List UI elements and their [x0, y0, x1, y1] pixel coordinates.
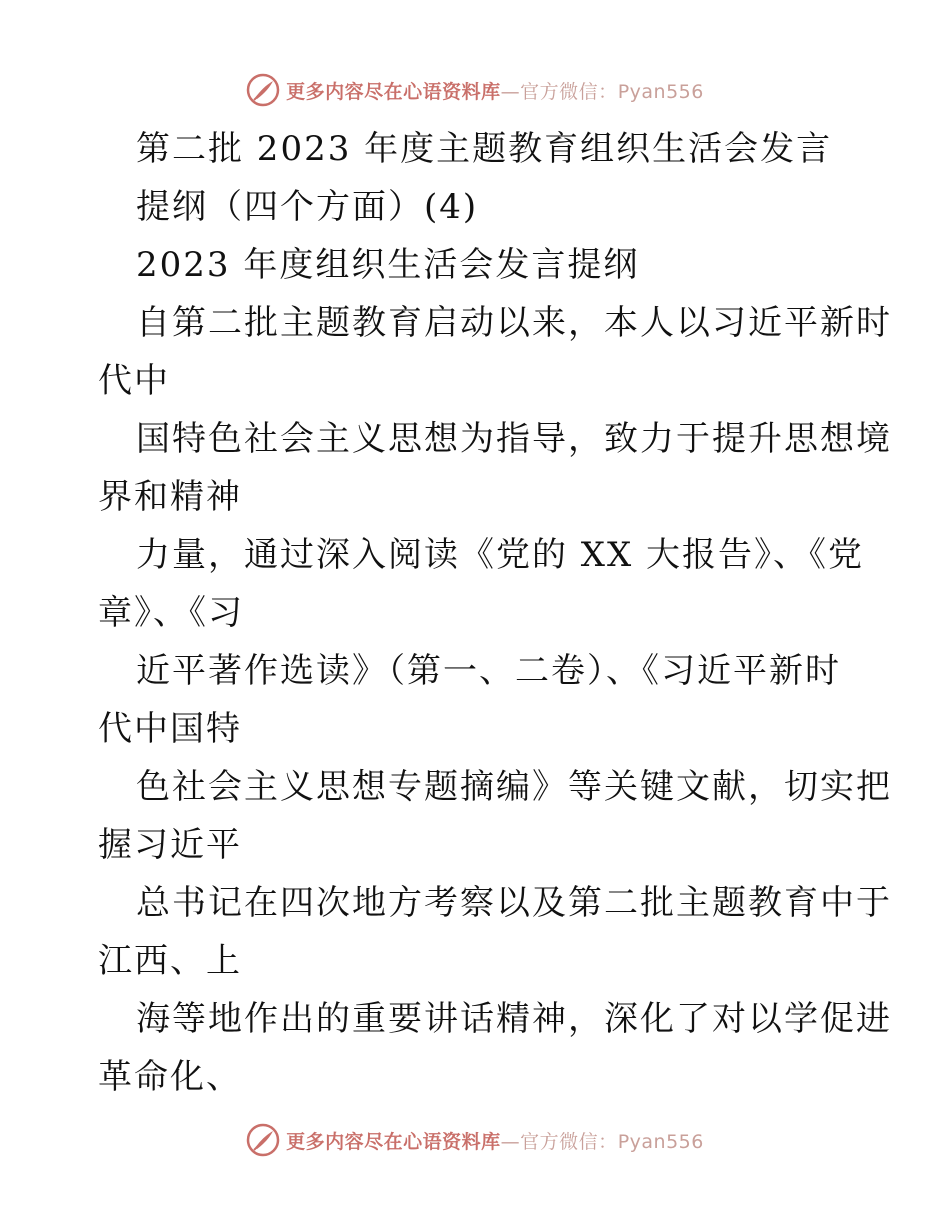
quill-logo-icon [246, 73, 280, 107]
paragraph-line: 色社会主义思想专题摘编》等关键文献，切实把 [136, 767, 892, 807]
paragraph-line: 革命化、 [98, 1057, 242, 1097]
watermark-main: 更多内容尽在心语资料库 [286, 1130, 501, 1153]
watermark-sub: 官方微信： [520, 80, 618, 103]
paragraph-line: 代中 [98, 361, 170, 401]
title-line-2: 提纲（四个方面）(4) [136, 187, 479, 227]
paragraph-line: 握习近平 [98, 825, 242, 865]
paragraph-line: 国特色社会主义思想为指导，致力于提升思想境 [136, 419, 892, 459]
document-body [98, 120, 892, 1106]
watermark-id: Pyan556 [617, 80, 704, 103]
watermark-dash: — [500, 80, 521, 103]
paragraph-line: 章》、《习 [98, 593, 244, 633]
paragraph-line: 代中国特 [98, 709, 242, 749]
quill-logo-icon [246, 1123, 280, 1157]
watermark-text [286, 77, 704, 104]
watermark-dash: — [500, 1130, 521, 1153]
watermark-id: Pyan556 [617, 1130, 704, 1153]
paragraph-line: 力量，通过深入阅读《党的 XX 大报告》、《党 [136, 535, 865, 575]
title-line-1: 第二批 2023 年度主题教育组织生活会发言 [136, 129, 833, 169]
paragraph-line: 江西、上 [98, 941, 242, 981]
header-watermark [0, 70, 950, 110]
watermark-sub: 官方微信： [520, 1130, 618, 1153]
paragraph-line: 界和精神 [98, 477, 242, 517]
paragraph-line: 近平著作选读》（第一、二卷）、《习近平新时 [136, 651, 841, 691]
subtitle-line: 2023 年度组织生活会发言提纲 [136, 245, 640, 285]
footer-watermark [0, 1120, 950, 1160]
paragraph-line: 自第二批主题教育启动以来，本人以习近平新时 [136, 303, 892, 343]
watermark-text [286, 1127, 704, 1154]
paragraph-line: 总书记在四次地方考察以及第二批主题教育中于 [136, 883, 892, 923]
watermark-main: 更多内容尽在心语资料库 [286, 80, 501, 103]
paragraph-line: 海等地作出的重要讲话精神，深化了对以学促进 [136, 999, 892, 1039]
